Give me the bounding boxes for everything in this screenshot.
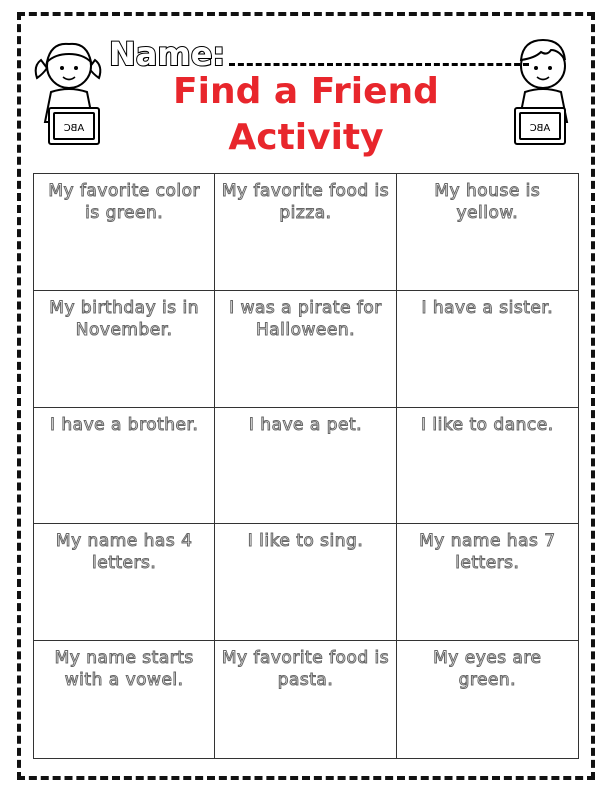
grid-cell[interactable]: I have a sister.: [397, 291, 578, 408]
worksheet-header: [25, 22, 587, 172]
slate-text: ABC: [63, 123, 85, 134]
name-writing-line[interactable]: [229, 63, 529, 66]
grid-cell[interactable]: I like to dance.: [397, 408, 578, 525]
name-label: Name:: [109, 35, 226, 73]
grid-cell[interactable]: My favorite food is pasta.: [215, 641, 396, 758]
grid-cell[interactable]: My eyes are green.: [433, 648, 542, 691]
grid-cell[interactable]: My name has 4 letters.: [34, 524, 215, 641]
find-a-friend-grid: [33, 173, 579, 759]
page-title-line-1: Find a Friend: [173, 71, 439, 112]
grid-cell[interactable]: My favorite color is green.: [34, 174, 215, 291]
grid-cell[interactable]: My birthday is in November.: [34, 291, 215, 408]
grid-cell[interactable]: I have a pet.: [215, 408, 396, 525]
grid-cell[interactable]: My name has 7 letters.: [397, 524, 578, 641]
grid-cell[interactable]: My name starts with a vowel.: [34, 641, 215, 758]
grid-cell[interactable]: My favorite food is pizza.: [215, 174, 396, 291]
slate-text: ABC: [529, 123, 551, 134]
grid-cell[interactable]: I was a pirate for Halloween.: [215, 291, 396, 408]
grid-cell[interactable]: My house is yellow.: [397, 174, 578, 291]
grid-cell[interactable]: I have a brother.: [34, 408, 215, 525]
page-title-line-2: Activity: [228, 117, 384, 158]
grid-cell[interactable]: I like to sing.: [215, 524, 396, 641]
name-field-row: [109, 26, 529, 73]
